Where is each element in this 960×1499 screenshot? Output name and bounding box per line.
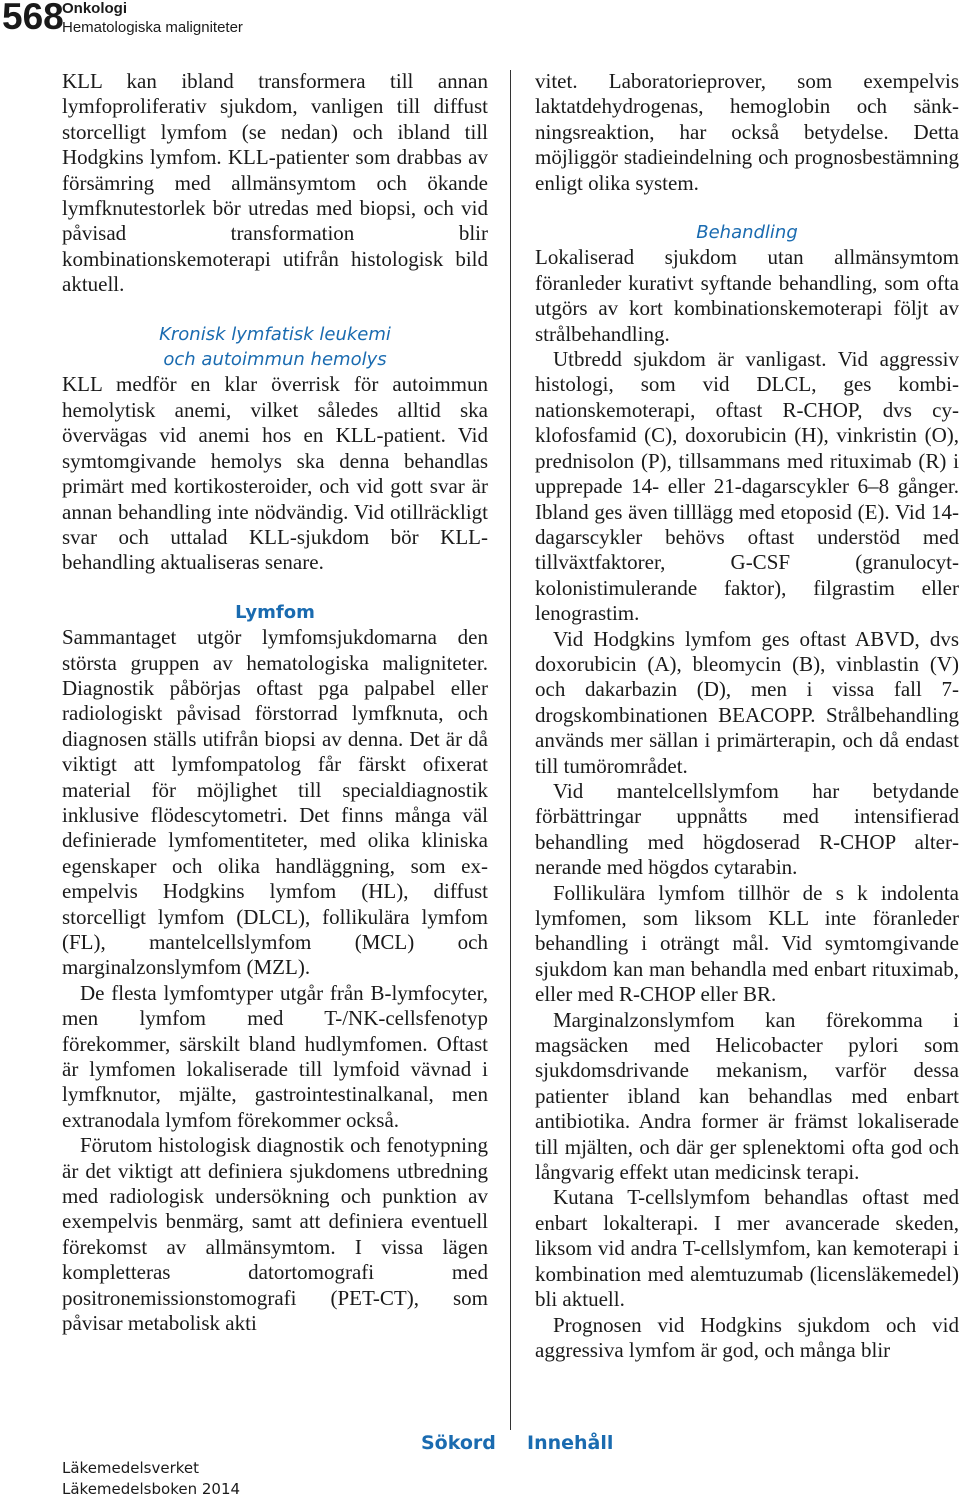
footer-publisher: Läkemedelsverket: [62, 1459, 200, 1477]
paragraph: Marginalzonslymfom kan förekomma i magsäcken med Helicobacter pylori som sjukdomsdrivande mekanism, varför dessa patienter ibland kan behandlas med enbart antibiotika. Andra former är främst lokaliserade till mjälten, och där ger splenektomi ofta god och långvarig effekt utan medicinsk terapi.: [535, 1007, 959, 1185]
innehall-link[interactable]: Innehåll: [527, 1432, 614, 1454]
subsection-label: Hematologiska maligniteter: [62, 19, 243, 36]
paragraph: De flesta lymfomtyper utgår från B-lymfocyter, men lymfom med T-/NK-cellsfenotyp förekommer, särskilt bland hudlymfomen. Oftast är lymfomen lokaliserade till lymfoid vävnad i lymfknutor, mjälte, gastrointestinalkanal, men extranodala lymfom förekommer också.: [62, 980, 488, 1132]
left-column: [62, 69, 488, 1337]
paragraph: Lokaliserad sjukdom utan allmänsymtom föranleder kurativt syftande behandling, som ofta utgörs av kort kombinationskemoterapi följt av strålbehandling.: [535, 245, 959, 346]
column-divider: [510, 70, 511, 1430]
section-label: Onkologi: [62, 0, 127, 17]
paragraph: Kutana T-cellslymfom behandlas oftast med enbart lokalterapi. I mer avancerade skeden, liksom vid andra T-cellslymfom, kan kemoterapi i kombination med alemtuzumab (licensläkemedel) bli aktuell.: [535, 1185, 959, 1312]
section-heading-behandling: Behandling: [696, 222, 798, 244]
paragraph: KLL kan ibland transformera till annan lymfoproliferativ sjukdom, vanligen till diffust storcelligt lymfom (se nedan) och ibland till Hodgkins lymfom. KLL-patienter som drabbas av försämring med allmänsymtom och ökande lymfknutestorlek bör utredas med biopsi, och vid påvisad transformation blir kombinationskemoterapi utifrån histologisk bild aktuell.: [62, 69, 488, 297]
right-column: [535, 69, 959, 1363]
heading-line: och autoimmun hemolys: [163, 349, 387, 371]
paragraph: Utbredd sjukdom är vanligast. Vid aggressiv histologi, som vid DLCL, ges kombinationskemoterapi, oftast R-CHOP, dvs cyklofosfamid (C), doxorubicin (H), vinkristin (O), prednisolon (P), tillsammans med rituximab (R) i upprepade 14- eller 21-dagarscykler 6–8 gånger. Ibland ges även tilllägg med etoposid (E). Vid 14-dagarscykler behövs oftast understöd med tillväxtfaktorer, G-CSF (granulocyt-kolonistimulerande faktor), filgrastim eller lenograstim.: [535, 347, 959, 626]
paragraph: Vid mantelcellslymfom har betydande förbättringar uppnåtts med intensifierad behandling med högdoserad R-CHOP alternerande med högdos cytarabin.: [535, 778, 959, 880]
paragraph: Follikulära lymfom tillhör de s k indolenta lymfomen, som liksom KLL inte föranleder behandling i oträngt mål. Vid symtomgivande sjukdom kan man behandla med enbart rituximab, eller med R-CHOP eller BR.: [535, 880, 959, 1007]
paragraph: Sammantaget utgör lymfomsjukdomarna den största gruppen av hematologiska maligniteter. Diagnostik påbörjas oftast pga palpabel eller radiologiskt påvisad förstorrad lymfknuta, och diagnosen ställs utifrån biopsi av denna. Det är då viktigt att lymfompatolog får färskt ofixerat material för möjlighet till specialdiagnostik inklusive flödescytometri. Det finns många väl definierade lymfomentiteter, med olika kliniska egenskaper och olika handläggning, som exempelvis Hodgkins lymfom (HL), diffust storcelligt lymfom (DLCL), follikulära lymfom (FL), mantelcellslymfom (MCL) och marginalzonslymfom (MZL).: [62, 625, 488, 980]
sokord-link[interactable]: Sökord: [421, 1432, 496, 1454]
heading-line: Kronisk lymfatisk leukemi: [159, 323, 391, 345]
paragraph: vitet. Laboratorieprover, som exempelvis laktatdehydrogenas, hemoglobin och sänkningsreaktion, har också betydelse. Detta möjliggör stadieindelning och prognosbestämning enligt olika system.: [535, 69, 959, 195]
section-heading-kll-hemolys: [62, 322, 488, 373]
paragraph: Vid Hodgkins lymfom ges oftast ABVD, dvs doxorubicin (A), bleomycin (B), vinblastin (V) och dakarbazin (D), men i vissa fall 7-drogskombinationen BEACOPP. Strålbehandling används mer sällan i primärterapin, och då endast till tumörområdet.: [535, 626, 959, 778]
paragraph: Förutom histologisk diagnostik och fenotypning är det viktigt att definiera sjukdomens utbredning med radiologisk undersökning och punktion av exempelvis benmärg, samt att definiera eventuell förekomst av allmänsymtom. I vissa lägen kompletteras datortomografi med positronemissionstomografi (PET-CT), som påvisar metabolisk akti: [62, 1133, 488, 1336]
section-heading-lymfom: Lymfom: [235, 601, 315, 623]
paragraph: Prognosen vid Hodgkins sjukdom och vid aggressiva lymfom är god, och många blir: [535, 1312, 959, 1362]
footer-edition: Läkemedelsboken 2014: [62, 1480, 241, 1498]
page-number: 568: [2, 0, 64, 37]
paragraph: KLL medför en klar överrisk för autoimmun hemolytisk anemi, vilket således alltid ska övervägas vid anemi hos en KLL-patient. Vid symtomgivande hemolys ska denna behandlas primärt med kortikosteroider, och vid gott svar är annan behandling inte nödvändig. Vid otillräckligt svar och uttalad KLL-sjukdom bör KLL-behandling aktualiseras senare.: [62, 372, 488, 575]
